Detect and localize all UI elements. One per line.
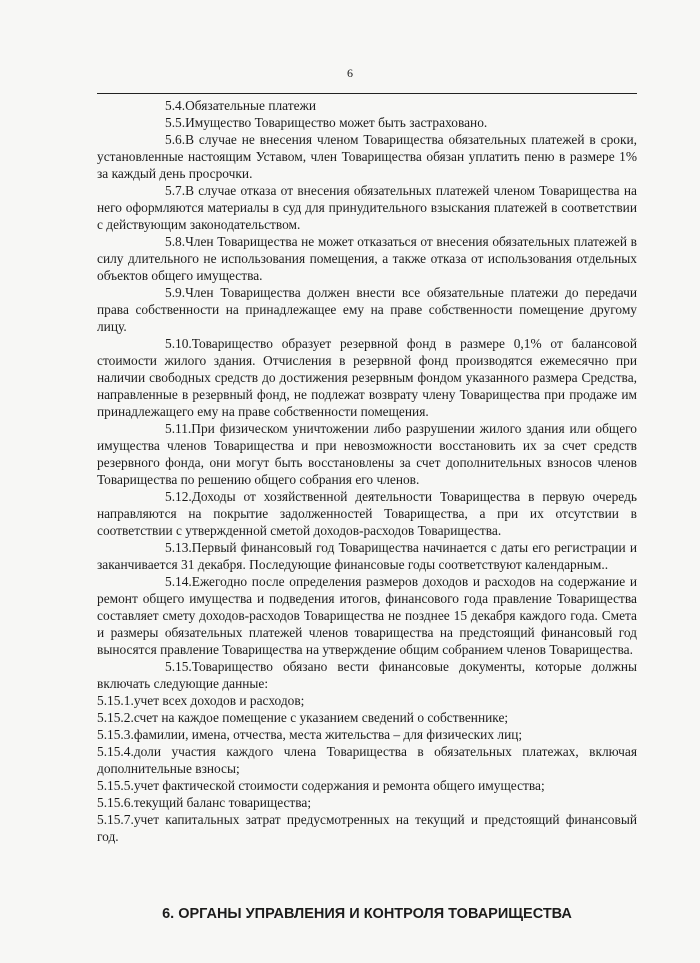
clause-text: Член Товарищества не может отказаться от внесения обязательных платежей в силу длительного не использования помещения, а также отказа от использования отдельных объектов общего имущества. (97, 234, 637, 283)
clause-text: Доходы от хозяйственной деятельности Товарищества в первую очередь направляются на покрытие задолженностей Товарищества, а при их отсутствии в соответствии с утвержденной сметой доходов-расходов Товарищества. (97, 489, 637, 538)
paragraph-5-6 (97, 131, 637, 182)
clause-text: Обязательные платежи (185, 98, 316, 113)
clause-number: 5.5. (165, 115, 186, 130)
paragraph-5-10 (97, 335, 637, 420)
list-item-5-15-1: 5.15.1.учет всех доходов и расходов; (97, 693, 305, 708)
paragraph-5-8 (97, 233, 637, 284)
clause-number: 5.12. (165, 489, 192, 504)
header-rule (97, 93, 637, 94)
clause-text: В случае отказа от внесения обязательных платежей членом Товарищества на него оформляются материалы в суд для принудительного взыскания платежей в соответствии с действующим законодательством. (97, 183, 637, 232)
paragraph-5-9 (97, 284, 637, 335)
paragraph-5-13 (97, 539, 637, 573)
paragraph-5-5 (97, 114, 637, 131)
section-heading: 6. ОРГАНЫ УПРАВЛЕНИЯ И КОНТРОЛЯ ТОВАРИЩЕСТВА (162, 906, 572, 922)
list-item-5-15-2: 5.15.2.счет на каждое помещение с указанием сведений о собственнике; (97, 710, 509, 725)
list-item-5-15-3: 5.15.3.фамилии, имена, отчества, места жительства – для физических лиц; (97, 727, 523, 742)
clause-number: 5.10. (165, 336, 192, 351)
page-number: 6 (347, 66, 353, 80)
clause-text: Имущество Товарищество может быть застраховано. (185, 115, 488, 130)
clause-number: 5.15. (165, 659, 192, 674)
clause-number: 5.9. (165, 285, 186, 300)
list-item-5-15-4: 5.15.4.доли участия каждого члена Товарищества в обязательных платежах, включая дополнительные взносы; (97, 744, 637, 776)
clause-text: Первый финансовый год Товарищества начинается с даты его регистрации и заканчивается 31 декабря. Последующие финансовые годы соответствуют календарным.. (97, 540, 637, 572)
list-item-5-15-6: 5.15.6.текущий баланс товарищества; (97, 795, 312, 810)
clause-number: 5.7. (165, 183, 186, 198)
paragraph-5-4 (97, 97, 637, 114)
clause-text: В случае не внесения членом Товарищества обязательных платежей в сроки, установленные настоящим Уставом, член Товарищества обязан уплатить пеню в размере 1% за каждый день просрочки. (97, 132, 637, 181)
paragraph-5-7 (97, 182, 637, 233)
paragraph-5-14 (97, 573, 637, 658)
paragraph-5-12 (97, 488, 637, 539)
clause-number: 5.8. (165, 234, 186, 249)
list-item-5-15-7: 5.15.7.учет капитальных затрат предусмотренных на текущий и предстоящий финансовый год. (97, 812, 637, 844)
clause-number: 5.13. (165, 540, 192, 555)
list-item-5-15-5: 5.15.5.учет фактической стоимости содержания и ремонта общего имущества; (97, 778, 545, 793)
document-body (97, 97, 637, 845)
clause-number: 5.11. (165, 421, 192, 436)
clause-text: При физическом уничтожении либо разрушении жилого здания или общего имущества членов Товарищества и при невозможности восстановить их за счет средств резервного фонда, они могут быть восстановлены за счет дополнительных взносов членов Товарищества по решению общего собрания его членов. (97, 421, 637, 487)
clause-text: Товарищество образует резервной фонд в размере 0,1% от балансовой стоимости жилого здания. Отчисления в резервной фонд производятся ежемесячно при наличии свободных средств до достижения резервным фондом указанного размера Средства, направленные в резервный фонд, не подлежат возврату члену Товарищества при продаже им принадлежащего ему на праве собственности помещения. (97, 336, 637, 419)
paragraph-5-11 (97, 420, 637, 488)
clause-number: 5.6. (165, 132, 186, 147)
clause-text: Товарищество обязано вести финансовые документы, которые должны включать следующие данные: (97, 659, 637, 691)
clause-text: Ежегодно после определения размеров доходов и расходов на содержание и ремонт общего имущества и подведения итогов, финансового года правление Товарищества составляет смету доходов-расходов Товарищества не позднее 15 декабря каждого года. Смета и размеры обязательных платежей членов товарищества на предстоящий финансовый год выносятся правление Товарищества на утверждение общим собранием членов Товарищества. (97, 574, 637, 657)
paragraph-5-15 (97, 658, 637, 692)
clause-number: 5.4. (165, 98, 186, 113)
clause-number: 5.14. (165, 574, 192, 589)
clause-text: Член Товарищества должен внести все обязательные платежи до передачи права собственности на принадлежащее ему на праве собственности помещение другому лицу. (97, 285, 637, 334)
